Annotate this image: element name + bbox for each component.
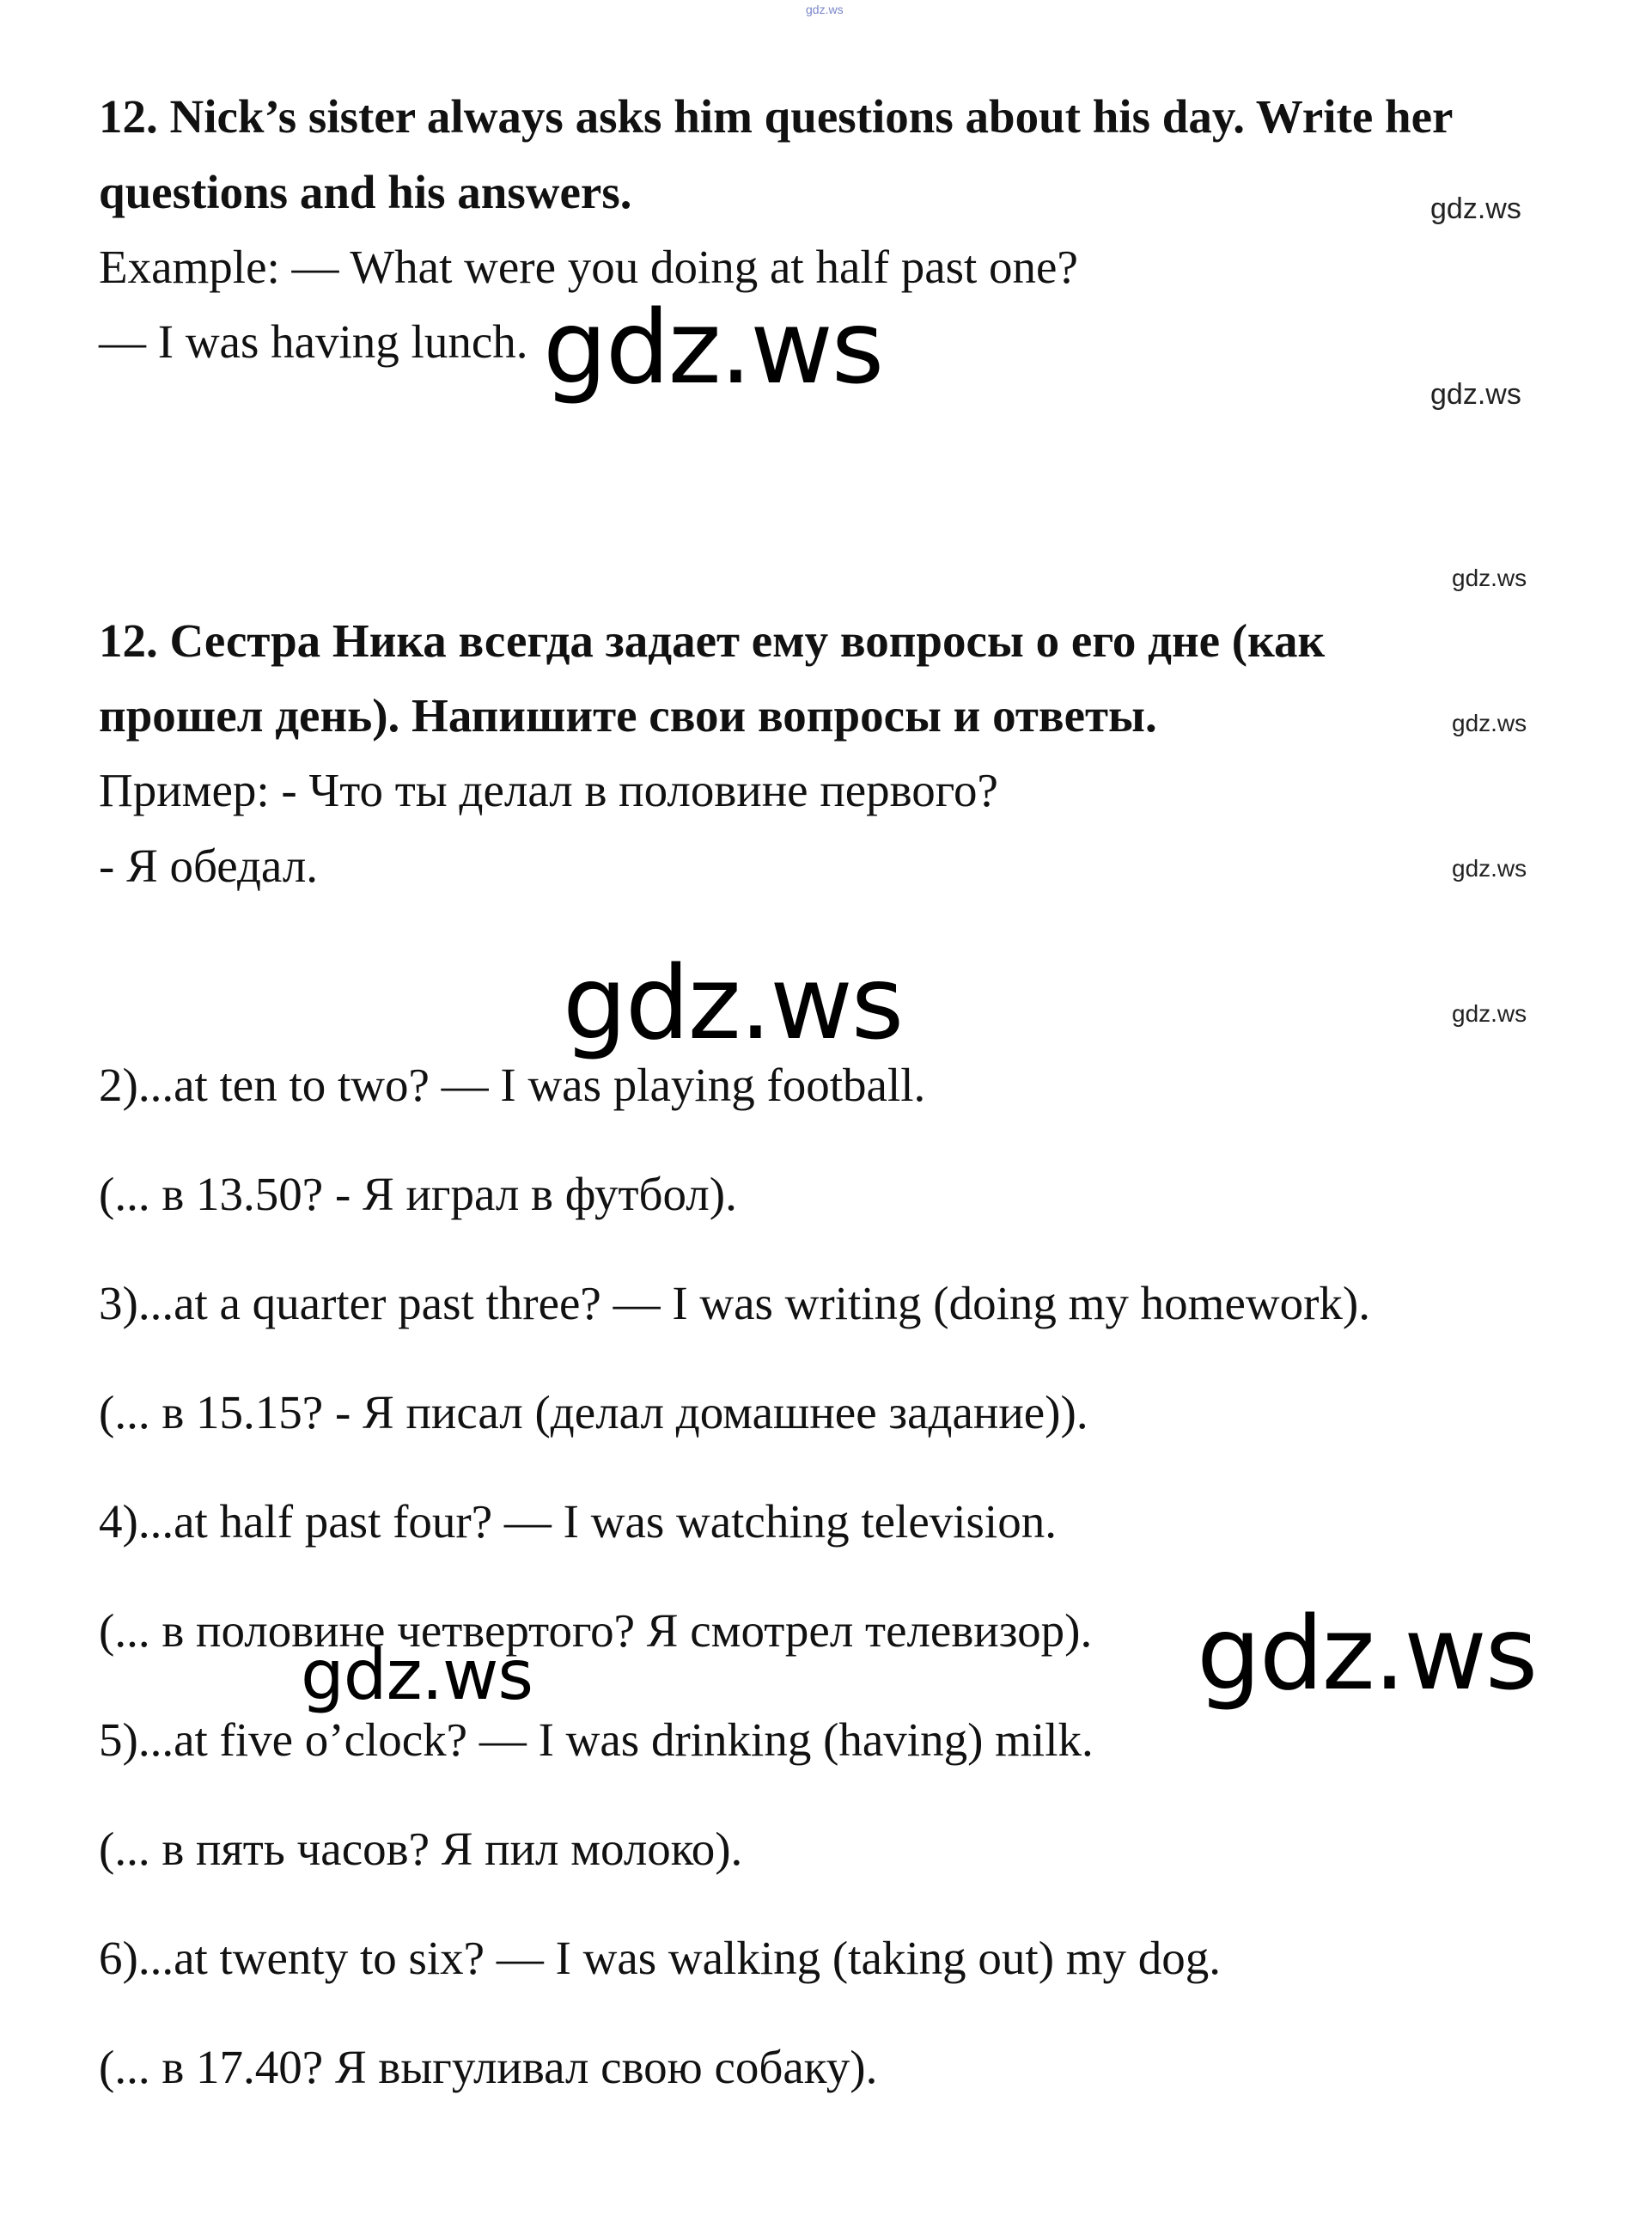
task-ru-example-question: Пример: - Что ты делал в половине первого? (99, 764, 998, 816)
watermark-small: gdz.ws (1430, 378, 1521, 411)
watermark-small: gdz.ws (1452, 1000, 1527, 1027)
answer-4-ru: (... в половине четвертого? Я смотрел телевизор). (99, 1604, 1093, 1657)
watermark-small: gdz.ws (1452, 855, 1527, 882)
task-ru-title-line1: 12. Сестра Ника всегда задает ему вопросы о его дне (как (99, 614, 1326, 667)
answer-3-en: 3)...at a quarter past three? — I was writing (doing my homework). (99, 1277, 1370, 1329)
watermark-small: gdz.ws (1430, 192, 1521, 225)
watermark-top: gdz.ws (806, 3, 844, 16)
answer-6-en: 6)...at twenty to six? — I was walking (taking out) my dog. (99, 1932, 1222, 1984)
answer-2-ru: (... в 13.50? - Я играл в футбол). (99, 1168, 737, 1220)
answer-5-en: 5)...at five o’clock? — I was drinking (having) milk. (99, 1713, 1094, 1766)
watermark-large: gdz.ws (543, 288, 883, 406)
task-en-title-line2: questions and his answers. (99, 166, 632, 218)
task-ru-title-line2: прошел день). Напишите свои вопросы и ответы. (99, 689, 1157, 742)
watermark-large: gdz.ws (1197, 1594, 1537, 1713)
task-en-title-line1: 12. Nick’s sister always asks him questions about his day. Write her (99, 90, 1454, 143)
watermark-small: gdz.ws (1452, 710, 1527, 736)
answer-4-en: 4)...at half past four? — I was watching television. (99, 1495, 1057, 1548)
answer-2-en: 2)...at ten to two? — I was playing football. (99, 1059, 926, 1111)
task-en-example-answer: — I was having lunch. (99, 315, 528, 368)
answer-5-ru: (... в пять часов? Я пил молоко). (99, 1823, 743, 1875)
task-en-example-question: Example: — What were you doing at half past one? (99, 241, 1078, 293)
answer-6-ru: (... в 17.40? Я выгуливал свою собаку). (99, 2041, 878, 2093)
watermark-medium: gdz.ws (301, 1635, 533, 1715)
task-ru-example-answer: - Я обедал. (99, 840, 319, 892)
watermark-large: gdz.ws (563, 943, 903, 1062)
answer-3-ru: (... в 15.15? - Я писал (делал домашнее задание)). (99, 1386, 1088, 1438)
watermark-small: gdz.ws (1452, 565, 1527, 591)
